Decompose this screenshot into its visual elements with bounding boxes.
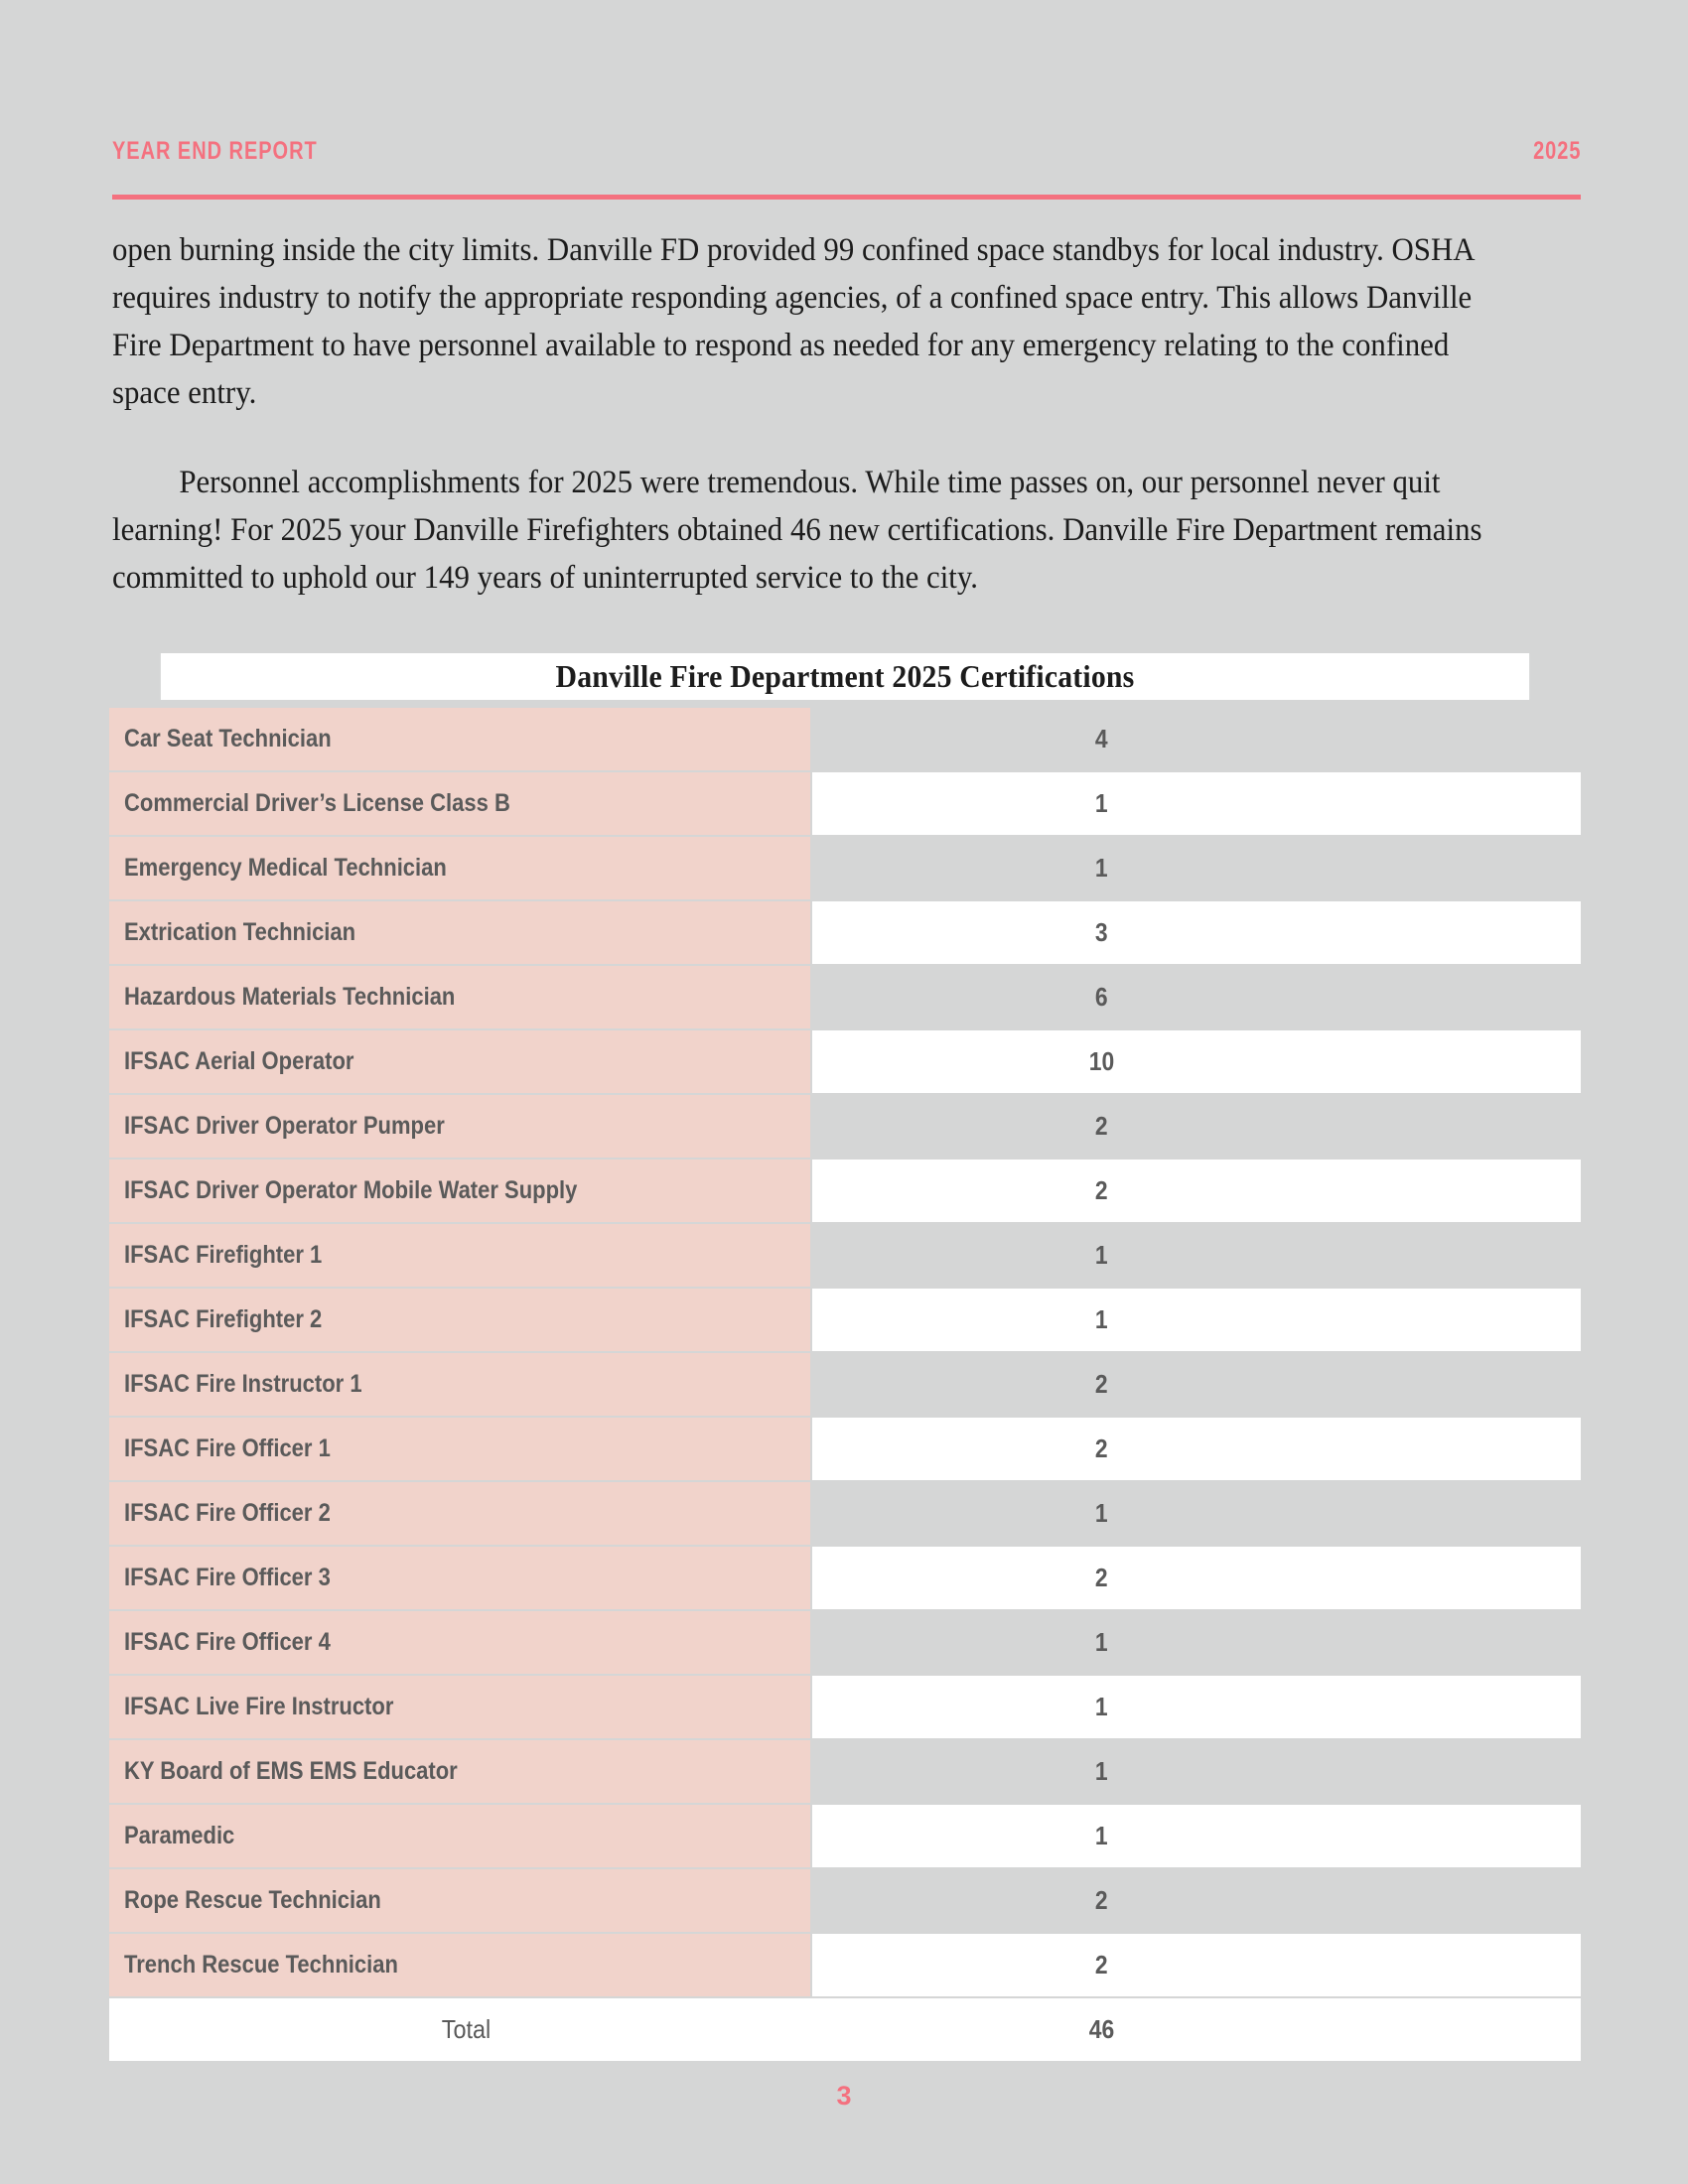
certification-count-cell — [812, 901, 1581, 964]
certification-count-cell — [812, 1160, 1581, 1222]
certification-name-cell — [109, 1160, 810, 1222]
certification-name-cell — [109, 1547, 810, 1609]
certification-count-text: 2 — [1094, 1111, 1108, 1141]
certification-count-cell — [812, 1611, 1581, 1674]
certification-count-text: 2 — [1094, 1563, 1108, 1592]
certification-name-cell — [109, 966, 810, 1028]
paragraph-personnel-accomplishments — [112, 459, 1485, 602]
table-total-row — [109, 1998, 1581, 2061]
certification-name-text: Commercial Driver’s License Class B — [124, 789, 510, 817]
table-title: Danville Fire Department 2025 Certifications — [161, 653, 1529, 700]
certification-count-cell — [812, 1224, 1581, 1287]
certification-count-text: 1 — [1094, 1498, 1108, 1528]
paragraph-1-text: open burning inside the city limits. Danville FD provided 99 confined space standbys for local industry. OSHA requires industry to notify the appropriate responding agencies, of a confined space entry. This allows Danville Fire Department to have personnel available to respond as needed for any emergency relating to the confined space entry. — [112, 232, 1474, 411]
certifications-table — [109, 653, 1581, 2061]
certification-count-text: 2 — [1094, 1950, 1108, 1979]
certification-name-cell — [109, 837, 810, 899]
certification-count-text: 1 — [1094, 1692, 1108, 1721]
paragraph-2-text: Personnel accomplishments for 2025 were tremendous. While time passes on, our personnel never quit learning! For 2025 your Danville Firefighters obtained 46 new certifications. Danville Fire Department remains committed to uphold our 149 years of uninterrupted service to the city. — [112, 465, 1482, 596]
certification-count-text: 1 — [1094, 1821, 1108, 1850]
table-row — [109, 1418, 1581, 1480]
certification-count-cell — [812, 1418, 1581, 1480]
certification-name-cell — [109, 1095, 810, 1158]
certification-name-text: Trench Rescue Technician — [124, 1951, 398, 1979]
certification-count-cell — [812, 1095, 1581, 1158]
table-row — [109, 966, 1581, 1028]
certification-name-cell — [109, 1482, 810, 1545]
certification-name-cell — [109, 708, 810, 770]
certification-count-text: 4 — [1094, 724, 1108, 753]
certification-name-text: IFSAC Live Fire Instructor — [124, 1693, 394, 1720]
certification-name-text: Car Seat Technician — [124, 725, 332, 752]
certification-name-cell — [109, 901, 810, 964]
certification-count-cell — [812, 837, 1581, 899]
certification-count-text: 2 — [1094, 1885, 1108, 1915]
table-title-spacer — [109, 700, 1581, 708]
certification-name-cell — [109, 1418, 810, 1480]
total-value-cell — [812, 1998, 1581, 2061]
certification-name-text: IFSAC Fire Instructor 1 — [124, 1370, 362, 1398]
table-row — [109, 772, 1581, 835]
running-header-year: 2025 — [1532, 137, 1581, 165]
certification-count-cell — [812, 1869, 1581, 1932]
table-row — [109, 1160, 1581, 1222]
certification-count-text: 2 — [1094, 1433, 1108, 1463]
certification-name-cell — [109, 1353, 810, 1416]
certification-name-cell — [109, 1030, 810, 1093]
header-divider-rule — [112, 195, 1581, 200]
table-row — [109, 837, 1581, 899]
certification-count-text: 3 — [1094, 917, 1108, 947]
certification-name-text: IFSAC Fire Officer 1 — [124, 1434, 331, 1462]
certification-count-text: 1 — [1094, 1304, 1108, 1334]
table-row — [109, 1805, 1581, 1867]
certification-name-text: Paramedic — [124, 1822, 235, 1849]
certification-name-cell — [109, 1740, 810, 1803]
table-body — [109, 708, 1581, 1996]
certification-name-text: Extrication Technician — [124, 918, 356, 946]
certification-count-cell — [812, 1289, 1581, 1351]
certification-count-cell — [812, 1934, 1581, 1996]
table-row — [109, 901, 1581, 964]
certification-name-text: IFSAC Aerial Operator — [124, 1047, 354, 1075]
certification-count-cell — [812, 1030, 1581, 1093]
total-label-cell — [109, 1998, 812, 2061]
certification-name-text: IFSAC Fire Officer 2 — [124, 1499, 331, 1527]
certification-count-cell — [812, 1547, 1581, 1609]
certification-name-text: IFSAC Firefighter 1 — [124, 1241, 323, 1269]
certification-count-cell — [812, 1353, 1581, 1416]
certification-count-cell — [812, 1740, 1581, 1803]
certification-name-text: Hazardous Materials Technician — [124, 983, 456, 1011]
running-header — [112, 137, 1581, 197]
table-row — [109, 1289, 1581, 1351]
certification-name-text: KY Board of EMS EMS Educator — [124, 1757, 458, 1785]
table-row — [109, 1547, 1581, 1609]
table-row — [109, 1611, 1581, 1674]
certification-count-cell — [812, 772, 1581, 835]
running-header-title: YEAR END REPORT — [112, 137, 318, 165]
certification-name-cell — [109, 772, 810, 835]
certification-count-text: 6 — [1094, 982, 1108, 1012]
certification-name-text: IFSAC Fire Officer 4 — [124, 1628, 331, 1656]
total-label-text: Total — [441, 2014, 491, 2044]
certification-name-cell — [109, 1289, 810, 1351]
table-row — [109, 1095, 1581, 1158]
certification-count-text: 2 — [1094, 1369, 1108, 1399]
certification-name-text: IFSAC Driver Operator Pumper — [124, 1112, 445, 1140]
certification-count-text: 1 — [1094, 1627, 1108, 1657]
certification-name-text: IFSAC Driver Operator Mobile Water Supply — [124, 1176, 578, 1204]
certification-name-cell — [109, 1611, 810, 1674]
certification-count-cell — [812, 966, 1581, 1028]
certification-name-text: Rope Rescue Technician — [124, 1886, 381, 1914]
certification-name-cell — [109, 1934, 810, 1996]
certification-count-text: 1 — [1094, 788, 1108, 818]
total-value-text: 46 — [1088, 2014, 1114, 2044]
paragraph-confined-space — [112, 226, 1485, 417]
certification-count-text: 1 — [1094, 853, 1108, 883]
table-row — [109, 1934, 1581, 1996]
certification-count-cell — [812, 1805, 1581, 1867]
certification-name-text: Emergency Medical Technician — [124, 854, 447, 882]
certification-name-cell — [109, 1676, 810, 1738]
table-row — [109, 1740, 1581, 1803]
certification-name-cell — [109, 1869, 810, 1932]
table-row — [109, 1030, 1581, 1093]
certification-count-text: 1 — [1094, 1240, 1108, 1270]
certification-count-text: 1 — [1094, 1756, 1108, 1786]
certification-count-cell — [812, 708, 1581, 770]
table-row — [109, 708, 1581, 770]
page-number: 3 — [836, 2081, 852, 2111]
certification-name-cell — [109, 1224, 810, 1287]
table-row — [109, 1676, 1581, 1738]
table-row — [109, 1482, 1581, 1545]
table-row — [109, 1224, 1581, 1287]
table-row — [109, 1353, 1581, 1416]
certification-count-text: 10 — [1088, 1046, 1114, 1076]
certification-count-cell — [812, 1482, 1581, 1545]
certification-name-text: IFSAC Firefighter 2 — [124, 1305, 323, 1333]
certification-count-cell — [812, 1676, 1581, 1738]
certification-count-text: 2 — [1094, 1175, 1108, 1205]
certification-name-text: IFSAC Fire Officer 3 — [124, 1564, 331, 1591]
certification-name-cell — [109, 1805, 810, 1867]
table-row — [109, 1869, 1581, 1932]
